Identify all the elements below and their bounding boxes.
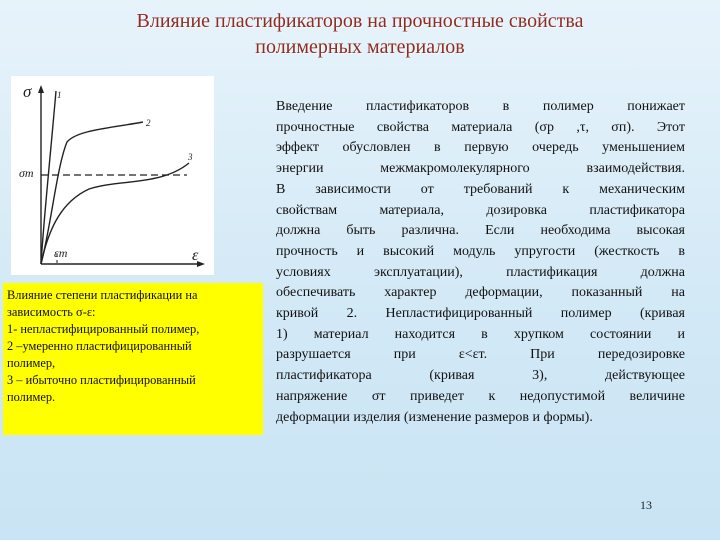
body-line: В зависимости от требований к механическим <box>276 181 685 197</box>
curve-1-label: 1 <box>57 90 62 100</box>
stress-strain-svg <box>11 76 214 275</box>
curve-2 <box>41 122 143 264</box>
slide-title <box>40 8 680 60</box>
stress-strain-figure <box>11 76 214 275</box>
curve-3-label: 3 <box>188 152 193 162</box>
body-line: 1) материал находится в хрупком состоянии и <box>276 326 685 342</box>
y-axis-label: σ <box>23 82 32 101</box>
x-axis-label: ε <box>192 247 199 264</box>
slide-title-line-1: Влияние пластификаторов на прочностные свойства <box>136 10 584 32</box>
caption-line: полимер, <box>7 356 56 370</box>
body-line: деформации изделия (изменение размеров и формы). <box>276 409 593 425</box>
curve-2-label: 2 <box>146 118 151 128</box>
slide-title-line-2: полимерных материалов <box>255 36 465 58</box>
body-paragraph <box>276 97 685 428</box>
caption-line: полимер. <box>7 390 56 404</box>
caption-line: зависимость σ-ε: <box>7 305 96 319</box>
body-line: Введение пластификаторов в полимер понижает <box>276 99 685 114</box>
body-line: энергии межмакромолекулярного взаимодействия. <box>276 161 685 177</box>
body-line: свойствам материала, дозировка пластификатора <box>276 202 685 218</box>
caption-line: 3 – ибыточно пластифицированный <box>7 373 196 387</box>
epsilon-t-label: εт <box>54 246 68 260</box>
caption-line: 2 –умеренно пластифицированный <box>7 339 192 353</box>
body-line: разрушается при ε<εт. При передозировке <box>276 347 685 363</box>
body-line: пластификатора (кривая 3), действующее <box>276 368 685 384</box>
body-line: прочностные свойства материала (σр ,τ, σп). Этот <box>276 119 685 135</box>
sigma-t-label: σт <box>19 166 34 180</box>
page-number: 13 <box>640 498 652 512</box>
body-line: прочность и высокий модуль упругости (жесткость в <box>276 243 685 259</box>
body-line: должна быть различна. Если необходима высокая <box>276 223 685 239</box>
body-line: напряжение σт приведет к недопустимой величине <box>276 388 685 404</box>
caption-line: Влияние степени пластификации на <box>7 288 198 302</box>
body-line: условиях эксплуатации), пластификация должна <box>276 264 685 280</box>
body-line: обеспечивать характер деформации, показанный на <box>276 285 685 301</box>
caption-line: 1- непластифицированный полимер, <box>7 322 200 336</box>
body-line: кривой 2. Непластифицированный полимер (кривая <box>276 306 685 322</box>
body-line: эффект обусловлен в первую очередь уменьшением <box>276 140 685 156</box>
y-axis-arrow <box>38 85 44 93</box>
figure-caption <box>3 283 263 435</box>
